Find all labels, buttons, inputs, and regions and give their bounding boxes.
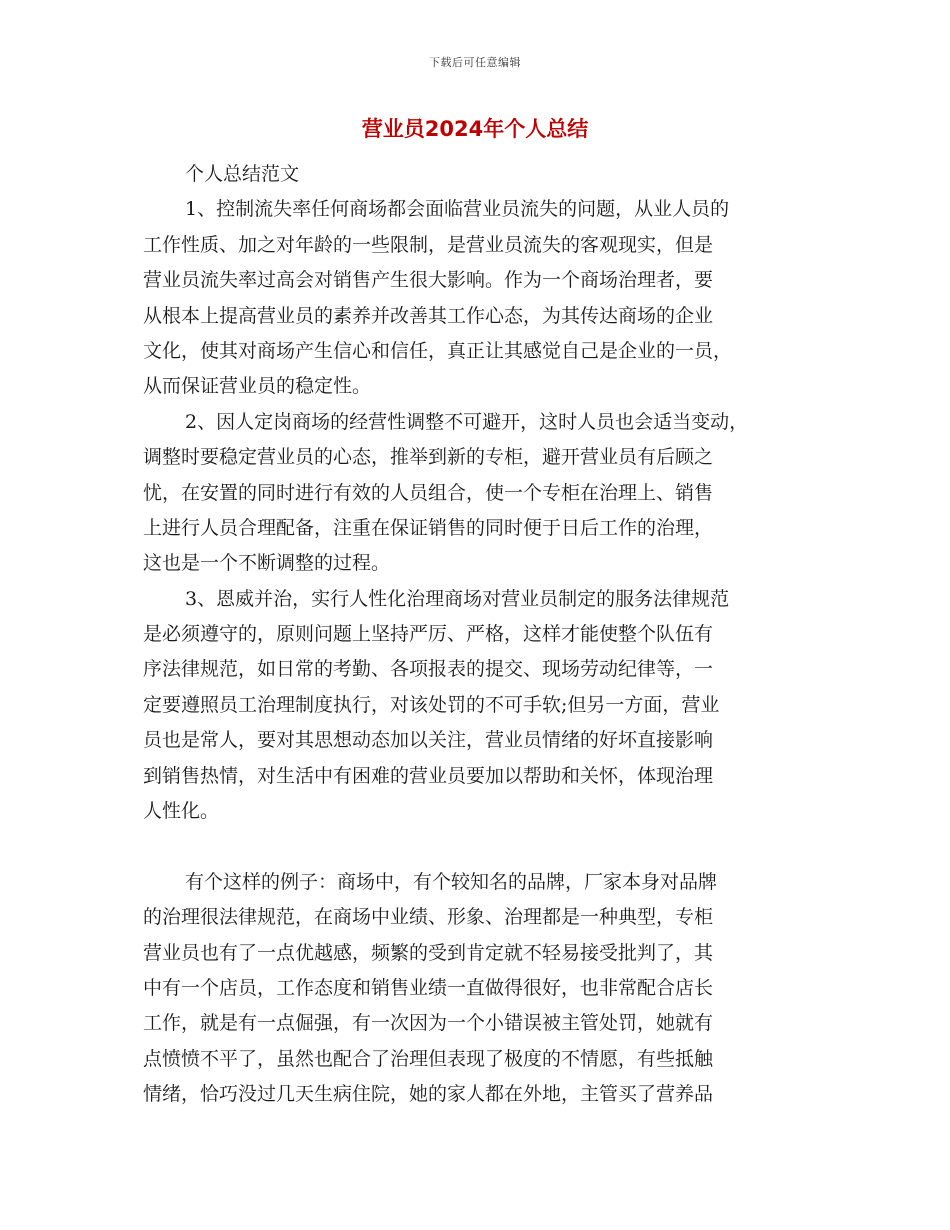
text-line: 是必须遵守的，原则问题上坚持严厉、严格，这样才能使整个队伍有 (143, 623, 714, 646)
text-line: 点愤愤不平了，虽然也配合了治理但表现了极度的不情愿，有些抵触 (143, 1047, 714, 1070)
text-line: 工作性质、加之对年龄的一些限制，是营业员流失的客观现实，但是 (143, 233, 714, 256)
text-line: 到销售热情，对生活中有困难的营业员要加以帮助和关怀，体现治理 (143, 764, 714, 787)
text-line: 忧，在安置的同时进行有效的人员组合，使一个专柜在治理上、销售 (143, 481, 714, 504)
text-line: 调整时要稳定营业员的心态，推举到新的专柜，避开营业员有后顾之 (143, 446, 714, 469)
text-line: 员也是常人，要对其思想动态加以关注，营业员情绪的好坏直接影响 (143, 729, 714, 752)
text-line: 情绪，恰巧没过几天生病住院，她的家人都在外地，主管买了营养品 (143, 1083, 714, 1106)
text-line: 从而保证营业员的稳定性。 (143, 375, 372, 398)
document-body (143, 157, 823, 1113)
text-line: 个人总结范文 (185, 163, 300, 185)
text-line: 营业员也有了一点优越感，频繁的受到肯定就不轻易接受批判了，其 (143, 941, 714, 964)
header-note: 下载后可任意编辑 (429, 56, 521, 69)
text-line: 有个这样的例子：商场中，有个较知名的品牌，厂家本身对品牌 (185, 870, 718, 893)
document-title: 营业员2024年个人总结 (361, 117, 589, 141)
text-line: 营业员流失率过高会对销售产生很大影响。作为一个商场治理者，要 (143, 269, 714, 292)
text-line: 2、因人定岗商场的经营性调整不可避开，这时人员也会适当变动， (185, 410, 749, 433)
text-line: 工作，就是有一点倔强，有一次因为一个小错误被主管处罚，她就有 (143, 1012, 714, 1035)
text-line: 的治理很法律规范，在商场中业绩、形象、治理都是一种典型，专柜 (143, 906, 714, 929)
text-line: 中有一个店员，工作态度和销售业绩一直做得很好，也非常配合店长 (143, 976, 714, 999)
text-line: 从根本上提高营业员的素养并改善其工作心态，为其传达商场的企业 (143, 304, 714, 327)
text-line: 定要遵照员工治理制度执行，对该处罚的不可手软;但另一方面，营业 (143, 693, 720, 716)
text-line: 1、控制流失率任何商场都会面临营业员流失的问题，从业人员的 (185, 198, 730, 221)
text-line (143, 829, 823, 864)
text-line: 这也是一个不断调整的过程。 (143, 552, 391, 575)
text-line: 上进行人员合理配备，注重在保证销售的同时便于日后工作的治理， (143, 516, 714, 539)
text-line: 人性化。 (143, 800, 220, 823)
text-line: 文化，使其对商场产生信心和信任，真正让其感觉自己是企业的一员， (143, 339, 733, 362)
text-line: 序法律规范，如日常的考勤、各项报表的提交、现场劳动纪律等，一 (143, 658, 714, 681)
text-line: 3、恩威并治，实行人性化治理商场对营业员制定的服务法律规范 (185, 587, 730, 610)
